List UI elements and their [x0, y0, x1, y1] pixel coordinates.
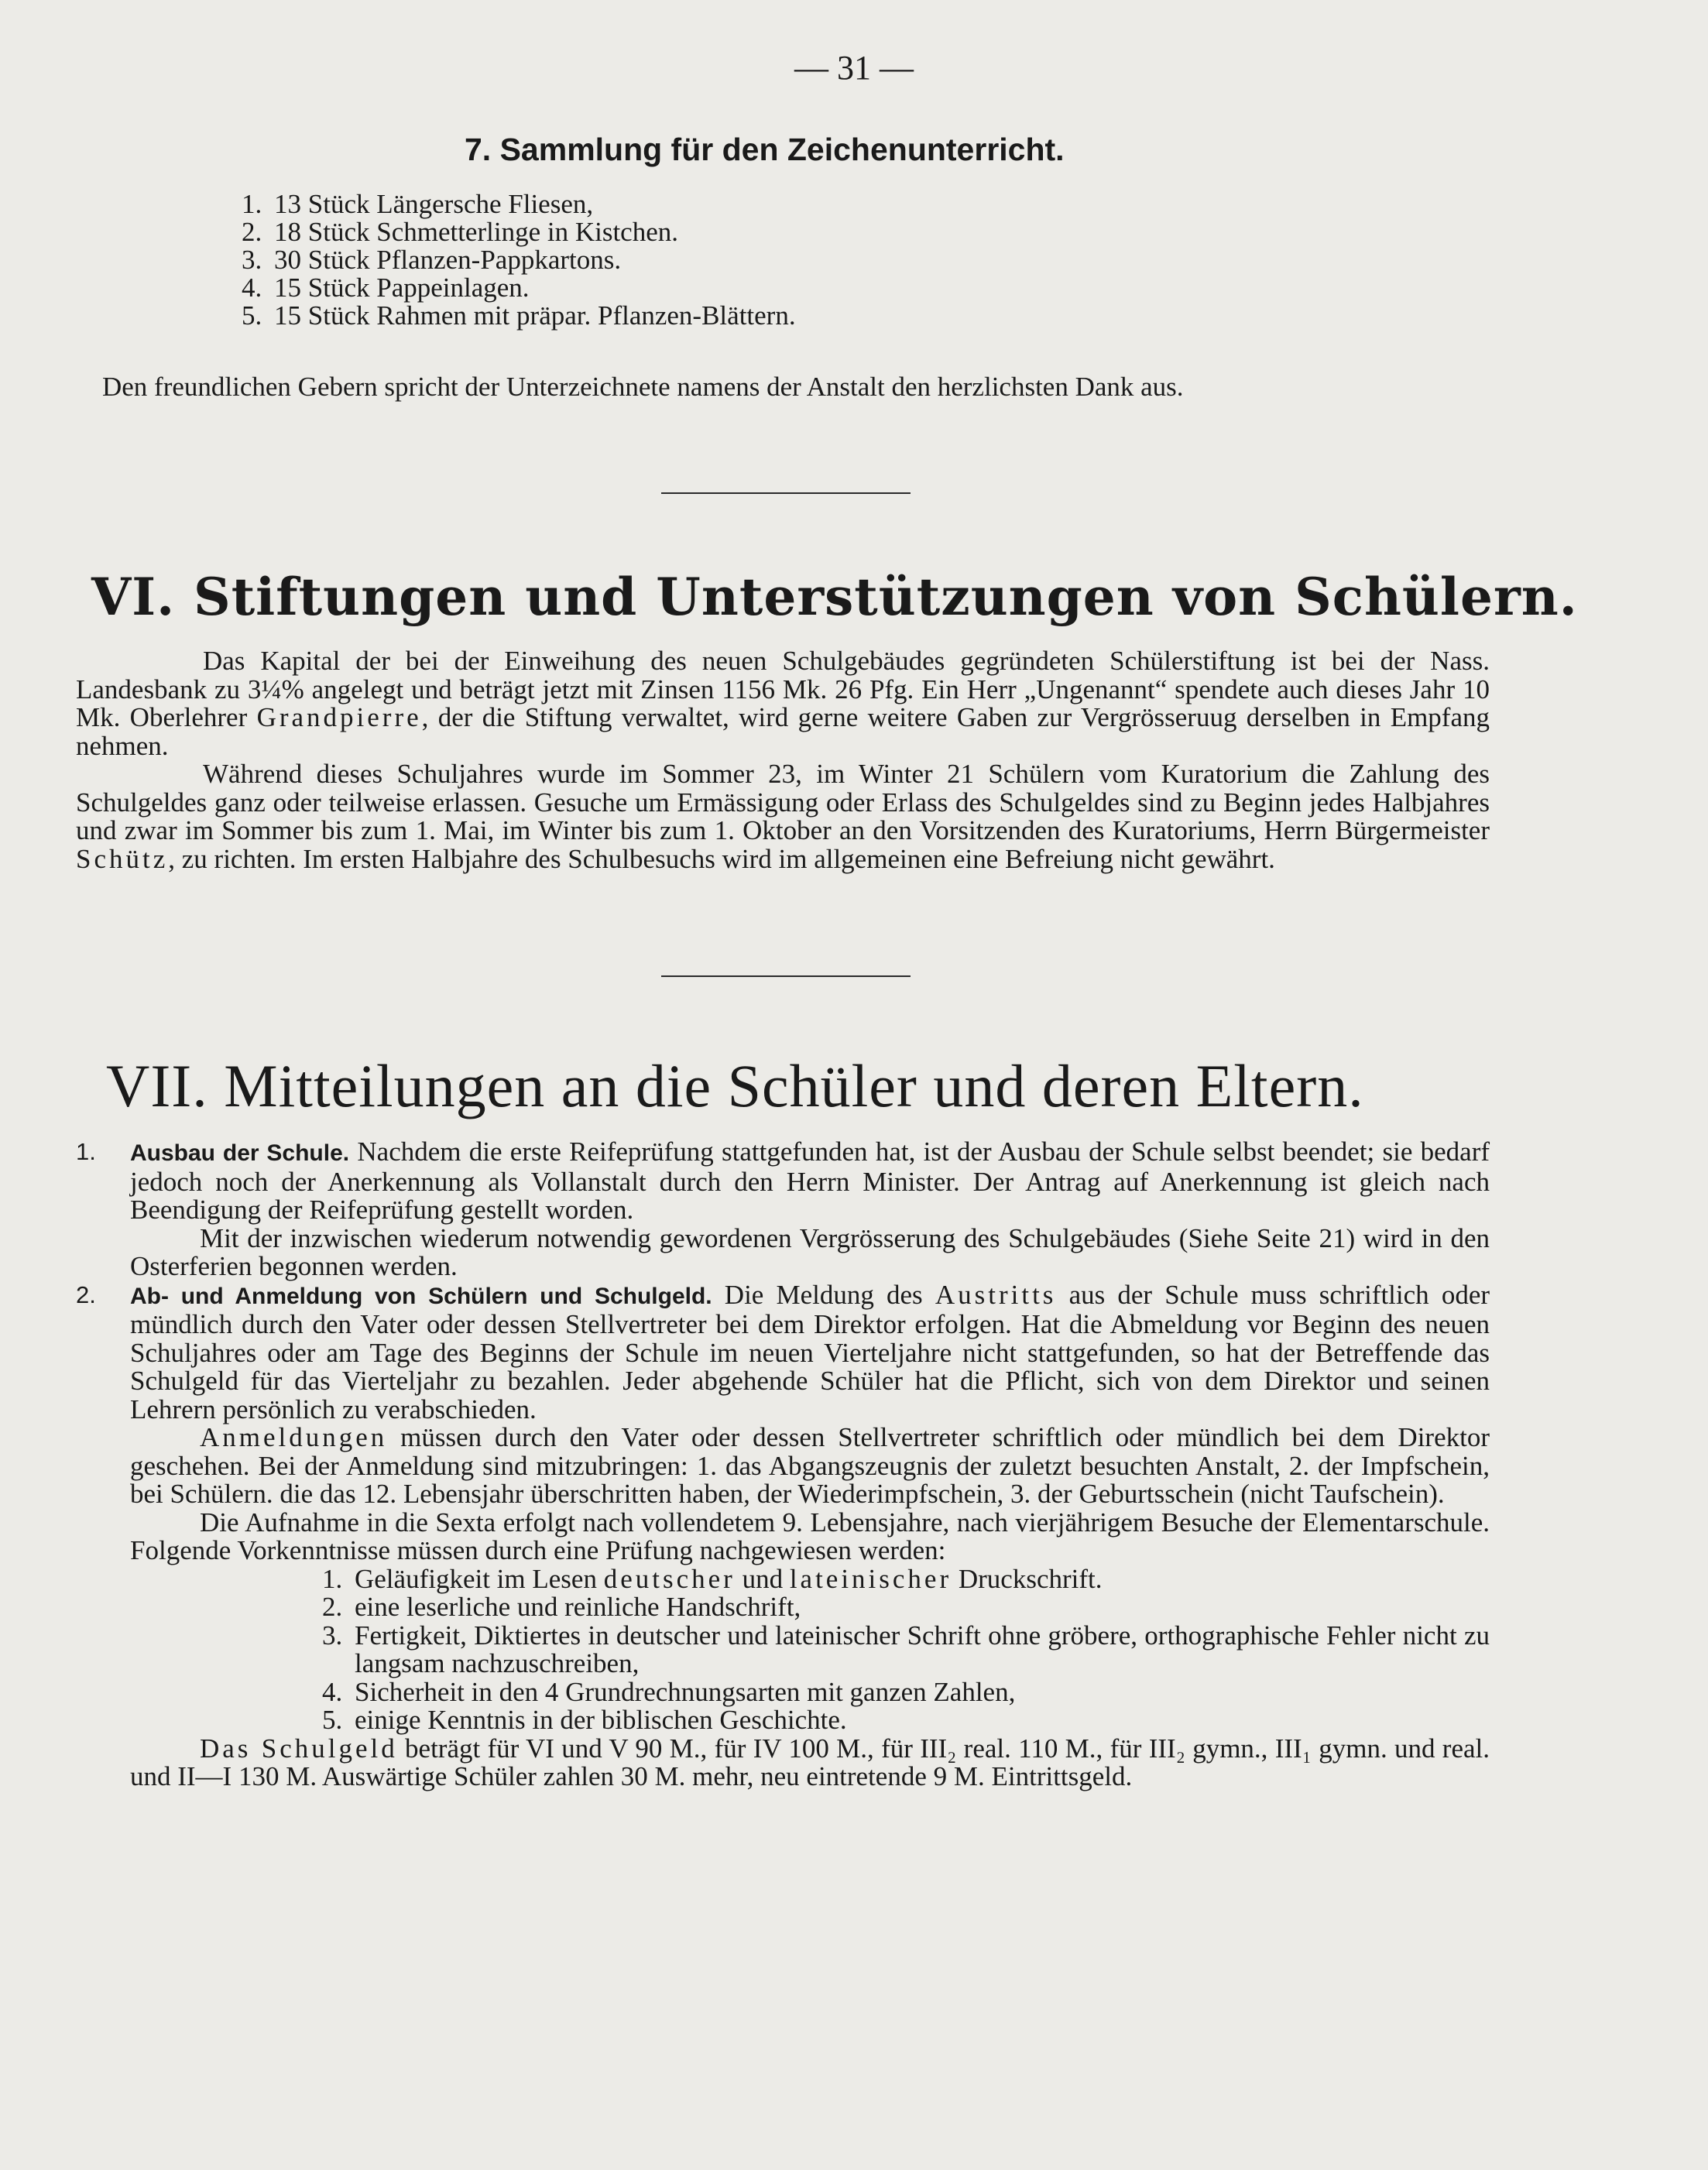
list-text: 15 Stück Rahmen mit präpar. Pflanzen-Blättern.	[274, 300, 796, 331]
text-run: eine leserliche und reinliche Handschrift,	[355, 1592, 801, 1622]
list-item	[322, 1563, 1490, 1594]
list-number: 5.	[242, 300, 262, 331]
paragraph	[130, 1138, 1490, 1225]
paragraph	[130, 1735, 1490, 1791]
text-run: lateinischer	[789, 1563, 952, 1594]
list-number: 4.	[242, 273, 262, 303]
text-run: Das Kapital der bei der Einweihung des neuen Schulgebäudes gegründeten Schülerstiftung ist bei der Nass. Landesbank zu 3¼% angelegt und beträgt jetzt mit Zinsen 1156 Mk. 26 Pfg. Ein Herr „Ungenannt“ spendete auch dieses Jahr 10 Mk. Oberlehrer	[76, 646, 1490, 732]
section-vii-body	[76, 1138, 1490, 1791]
list-text: 30 Stück Pflanzen-Pappkartons.	[274, 245, 622, 275]
requirements-list	[130, 1565, 1490, 1735]
list-number: 3.	[242, 245, 262, 275]
list-number: 1.	[322, 1563, 343, 1594]
list-text: 18 Stück Schmetterlinge in Kistchen.	[274, 217, 678, 247]
person-name: Schütz	[76, 843, 169, 874]
item-number: 1.	[76, 1138, 96, 1165]
thanks-line: Den freundlichen Gebern spricht der Unterzeichnete namens der Anstalt den herzlichsten Dank aus.	[102, 372, 1184, 402]
text-run: Anmeldungen	[200, 1422, 388, 1452]
list-item	[322, 1592, 1490, 1622]
text-run: Geläufigkeit im Lesen	[355, 1563, 604, 1594]
section-vi-heading: VI. Stiftungen und Unterstützungen von Schülern.	[91, 567, 1578, 627]
text-run: , zu richten. Im ersten Halbjahre des Schulbesuchs wird im allgemeinen eine Befreiung nicht gewährt.	[168, 843, 1275, 874]
list-item	[242, 302, 796, 330]
section-vi-body	[76, 647, 1490, 873]
text-run: Die Aufnahme in die Sexta erfolgt nach vollendetem 9. Lebensjahre, nach vierjährigem Besuche der Elementarschule. Folgende Vorkenntnisse müssen durch eine Prüfung nachgewiesen werden:	[130, 1507, 1490, 1565]
text-run: Fertigkeit, Diktiertes in deutscher und lateinischer Schrift ohne gröbere, orthographische Fehler nicht zu langsam nachzuschreiben,	[355, 1620, 1490, 1678]
text-run: , der die Stiftung verwaltet, wird gerne weitere Gaben zur Vergrösseruug derselben in Empfang nehmen.	[76, 702, 1490, 761]
text-run: müssen durch den Vater oder dessen Stellvertreter schriftlich oder mündlich bei dem Direktor geschehen. Bei der Anmeldung sind mitzubringen: 1. das Abgangszeugnis der zuletzt besuchten Anstalt, 2. der Impfschein, bei Schülern. die das 12. Lebensjahr überschritten haben, der Wiederimpfschein, 3. der Geburtsschein (nicht Taufschein).	[130, 1422, 1490, 1509]
list-text: 13 Stück Längersche Fliesen,	[274, 189, 594, 219]
section-divider	[661, 492, 911, 494]
sammlung-list	[242, 190, 796, 330]
list-item	[242, 218, 796, 246]
text-run: einige Kenntnis in der biblischen Geschichte.	[355, 1705, 847, 1735]
list-text: 15 Stück Pappeinlagen.	[274, 273, 530, 303]
item-number: 2.	[76, 1280, 96, 1308]
section-vii-heading: VII. Mitteilungen an die Schüler und deren Eltern.	[106, 1052, 1364, 1119]
page-number: — 31 —	[794, 49, 914, 87]
text-run: Das Schulgeld	[200, 1733, 398, 1764]
paragraph	[76, 760, 1490, 873]
list-number: 3.	[322, 1620, 343, 1651]
section-divider	[661, 975, 911, 977]
text-run: Während dieses Schuljahres wurde im Sommer 23, im Winter 21 Schülern vom Kuratorium die Zahlung des Schulgeldes ganz oder teilweise erlassen. Gesuche um Ermässigung oder Erlass des Schulgeldes sind zu Beginn jedes Halbjahres und zwar im Sommer bis zum 1. Mai, im Winter bis zum 1. Oktober an den Vorsitzenden des Kuratoriums, Herrn Bürgermeister	[76, 759, 1490, 845]
list-number: 5.	[322, 1705, 343, 1735]
text-run: Die Meldung des	[724, 1279, 935, 1310]
paragraph	[130, 1509, 1490, 1565]
numbered-item	[76, 1138, 1490, 1281]
text-run: Mit der inzwischen wiederum notwendig gewordenen Vergrösserung des Schulgebäudes (Siehe Seite 21) wird in den Osterferien begonnen werden.	[130, 1222, 1490, 1281]
list-number: 2.	[322, 1592, 343, 1622]
list-number: 1.	[242, 189, 262, 219]
list-item	[322, 1705, 1490, 1735]
numbered-item	[76, 1281, 1490, 1791]
text-run: Austritts	[935, 1279, 1057, 1310]
list-item	[242, 246, 796, 274]
text-run: Sicherheit in den 4 Grundrechnungsarten mit ganzen Zahlen,	[355, 1676, 1016, 1707]
text-run: deutscher	[603, 1563, 736, 1594]
item-title: Ausbau der Schule.	[130, 1140, 350, 1166]
text-run: Druckschrift.	[952, 1563, 1103, 1594]
list-item	[242, 190, 796, 218]
paragraph	[76, 647, 1490, 760]
paragraph	[130, 1222, 1490, 1281]
text-run: Nachdem die erste Reifeprüfung stattgefunden hat, ist der Ausbau der Schule selbst beendet; sie bedarf jedoch noch der Anerkennung als Vollanstalt durch den Herrn Minister. Der Antrag auf Anerkennung ist gleich nach Beendigung der Reifeprüfung gestellt worden.	[130, 1136, 1490, 1225]
list-item	[242, 274, 796, 302]
list-number: 4.	[322, 1676, 343, 1707]
sammlung-heading: 7. Sammlung für den Zeichenunterricht.	[465, 132, 1065, 167]
item-title: Ab- und Anmeldung von Schülern und Schulgeld.	[130, 1283, 712, 1309]
paragraph	[130, 1424, 1490, 1509]
person-name: Grandpierre	[256, 702, 422, 732]
list-item	[322, 1676, 1490, 1707]
text-run: und	[735, 1563, 790, 1594]
text-run: aus der Schule muss schriftlich oder mündlich durch den Vater oder dessen Stellvertreter bei dem Direktor erfolgen. Hat die Abmeldung vor Beginn des neuen Schuljahres oder am Tage des Beginns der Schule im neuen Vierteljahre nicht stattgefunden, so hat der Betreffende das Schulgeld für das Vierteljahr zu bezahlen. Jeder abgehende Schüler hat die Pflicht, sich von dem Direktor und seinen Lehrern persönlich zu verabschieden.	[130, 1279, 1490, 1424]
paragraph	[130, 1281, 1490, 1424]
list-number: 2.	[242, 217, 262, 247]
list-item	[322, 1620, 1490, 1678]
text-run: beträgt für VI und V 90 M., für IV 100 M., für III₂ real. 110 M., für III₂ gymn., III₁ gymn. und real. und II—I 130 M. Auswärtige Schüler zahlen 30 M. mehr, neu eintretende 9 M. Eintrittsgeld.	[130, 1733, 1490, 1791]
